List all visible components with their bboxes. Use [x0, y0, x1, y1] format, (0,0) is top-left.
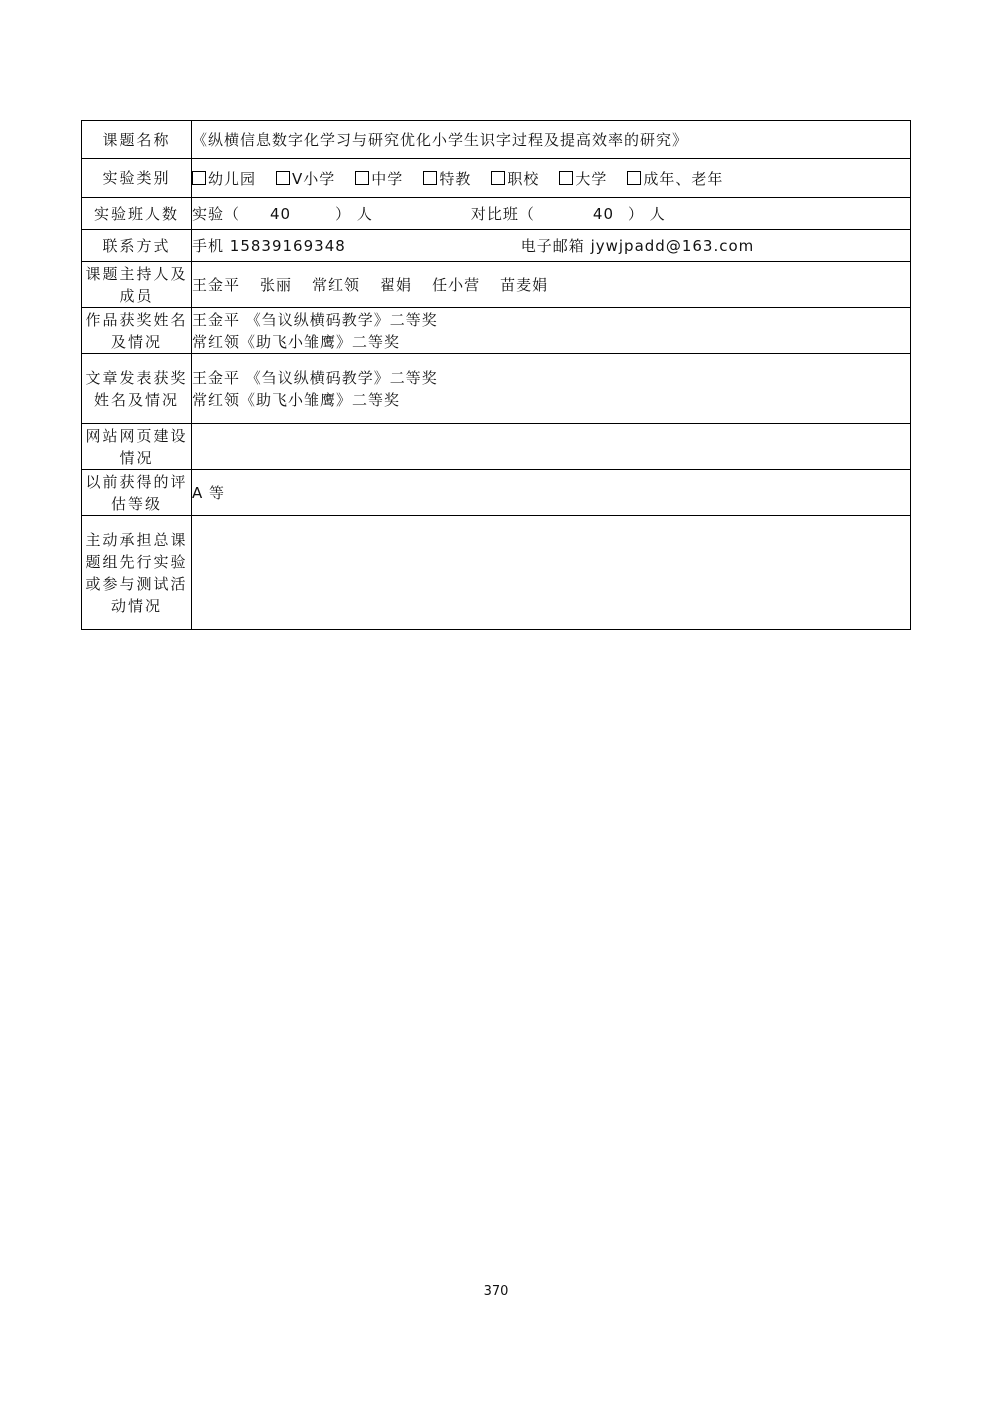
category-option	[192, 168, 256, 189]
checkbox-icon	[491, 171, 505, 185]
check-mark: V	[292, 169, 304, 188]
category-option	[559, 168, 607, 189]
value-title: 《纵横信息数字化学习与研究优化小学生识字过程及提高效率的研究》	[192, 121, 911, 159]
works-line: 常红领《助飞小雏鹰》二等奖	[192, 332, 401, 351]
category-options	[192, 159, 911, 198]
checkbox-icon	[276, 171, 290, 185]
exp-label: 实验（	[192, 205, 241, 223]
category-option-label: 特教	[439, 169, 472, 188]
member-name: 常红领	[312, 276, 361, 294]
label-category: 实验类别	[82, 159, 192, 198]
works-line: 王金平 《刍议纵横码教学》二等奖	[192, 310, 438, 329]
articles-line: 常红领《助飞小雏鹰》二等奖	[192, 390, 401, 409]
row-category	[82, 159, 911, 198]
category-option-label: 中学	[371, 169, 404, 188]
category-option-label: 职校	[507, 169, 540, 188]
phone-label: 手机	[192, 237, 225, 255]
category-option	[355, 168, 403, 189]
ctrl-value: 40	[592, 205, 614, 223]
category-option	[491, 168, 539, 189]
category-option	[627, 168, 723, 189]
row-articles	[82, 354, 911, 424]
page-number: 370	[483, 1284, 509, 1299]
row-contact	[82, 230, 911, 262]
label-articles: 文章发表获奖姓名及情况	[82, 354, 192, 424]
member-name: 王金平	[192, 276, 241, 294]
row-evaluation	[82, 470, 911, 516]
row-works	[82, 308, 911, 354]
value-website	[192, 424, 911, 470]
row-members	[82, 262, 911, 308]
label-works: 作品获奖姓名及情况	[82, 308, 192, 354]
category-option	[423, 168, 471, 189]
member-name: 张丽	[260, 276, 293, 294]
value-articles	[192, 354, 911, 424]
label-evaluation: 以前获得的评估等级	[82, 470, 192, 516]
category-option	[276, 168, 335, 189]
checkbox-icon	[559, 171, 573, 185]
exp-value: 40	[270, 205, 292, 223]
phone-number: 15839169348	[229, 237, 346, 255]
label-website: 网站网页建设情况	[82, 424, 192, 470]
exp-unit: ） 人	[335, 205, 373, 223]
row-title	[82, 121, 911, 159]
members-list	[192, 262, 911, 308]
category-option-label: 大学	[575, 169, 608, 188]
category-option-label: 小学	[303, 169, 336, 188]
project-info-table	[81, 120, 911, 630]
label-participation: 主动承担总课题组先行实验或参与测试活动情况	[82, 516, 192, 630]
member-name: 任小营	[432, 276, 481, 294]
value-works	[192, 308, 911, 354]
label-members: 课题主持人及成员	[82, 262, 192, 308]
ctrl-label: 对比班（	[470, 205, 535, 223]
member-name: 翟娟	[380, 276, 413, 294]
value-class-size	[192, 198, 911, 230]
label-contact: 联系方式	[82, 230, 192, 262]
category-option-label: 成年、老年	[643, 169, 724, 188]
row-website	[82, 424, 911, 470]
value-evaluation: A 等	[192, 470, 911, 516]
row-class-size	[82, 198, 911, 230]
email-address: jywjpadd@163.com	[590, 237, 755, 255]
email-label: 电子邮箱	[520, 237, 585, 255]
category-option-label: 幼儿园	[208, 169, 257, 188]
checkbox-icon	[627, 171, 641, 185]
member-name: 苗麦娟	[500, 276, 549, 294]
value-participation	[192, 516, 911, 630]
value-contact	[192, 230, 911, 262]
row-participation	[82, 516, 911, 630]
articles-line: 王金平 《刍议纵横码教学》二等奖	[192, 368, 438, 387]
label-class-size: 实验班人数	[82, 198, 192, 230]
checkbox-icon	[192, 171, 206, 185]
checkbox-icon	[355, 171, 369, 185]
ctrl-unit: ） 人	[628, 205, 666, 223]
label-title: 课题名称	[82, 121, 192, 159]
checkbox-icon	[423, 171, 437, 185]
